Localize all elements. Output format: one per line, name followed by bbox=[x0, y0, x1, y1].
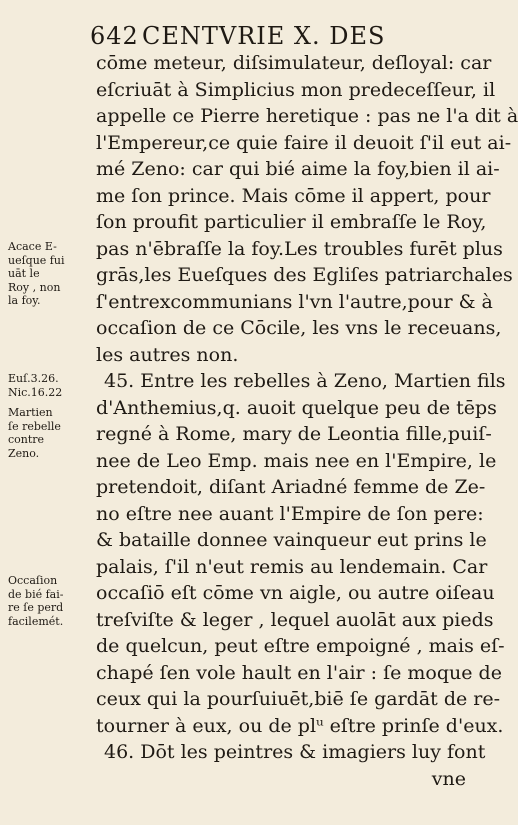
text-line: les autres non. bbox=[96, 343, 239, 366]
margin-note-line: Martien bbox=[8, 406, 53, 419]
text-line: tourner à eux, ou de plᵘ eſtre prinſe d'eux. bbox=[96, 714, 504, 737]
text-line: grās,les Eueſques des Egliſes patriarchales bbox=[96, 264, 513, 286]
text-line: ſon proufit particulier il embraſſe le Roy, bbox=[96, 211, 487, 233]
text-line: pas n'ēbraſſe la foy.Les troubles furēt plus bbox=[96, 237, 503, 260]
text-line: treſviſte & leger , lequel auolāt aux pieds bbox=[96, 608, 494, 631]
paragraph-46-start: 46. Dōt les peintres & imagiers luy font bbox=[104, 741, 486, 763]
margin-note-line: re ſe perd bbox=[8, 601, 64, 614]
margin-note-line: facilemét. bbox=[8, 614, 64, 628]
margin-note-line: Euſ.3.26. bbox=[8, 372, 59, 385]
paragraph-45-start: 45. Entre les rebelles à Zeno, Martien fils bbox=[104, 370, 506, 392]
margin-note-line: uāt le bbox=[8, 267, 40, 280]
margin-note-occasion bbox=[8, 574, 100, 628]
margin-note-line: ſe rebelle bbox=[8, 419, 61, 433]
text-line: de quelcun, peut eſtre empoigné , mais eſ- bbox=[96, 635, 505, 657]
text-line: no eſtre nee auant l'Empire de ſon pere: bbox=[96, 502, 484, 525]
text-line: ceux qui la pourſuiuēt,biē ſe gardāt de re- bbox=[96, 688, 501, 710]
margin-note-line: Roy , non bbox=[8, 280, 61, 294]
text-line: eſcriuāt à Simplicius mon predeceſſeur, il bbox=[96, 78, 496, 101]
margin-note-line: Acace E- bbox=[8, 240, 57, 253]
text-line: me ſon prince. Mais cōme il appert, pour bbox=[96, 184, 491, 207]
text-line: pretendoit, diſant Ariadné femme de Ze- bbox=[96, 476, 486, 498]
text-line: regné à Rome, mary de Leontia fille,puiſ- bbox=[96, 423, 492, 445]
text-line: appelle ce Pierre heretique : pas ne l'a dit à bbox=[96, 105, 518, 127]
margin-note-line: Zeno. bbox=[8, 446, 40, 460]
text-line: mé Zeno: car qui bié aime la foy,bien il ai- bbox=[96, 158, 500, 180]
margin-note-acace bbox=[8, 240, 100, 308]
margin-note-line: Occaſion bbox=[8, 574, 58, 587]
catchword: vne bbox=[431, 767, 466, 790]
page-header bbox=[90, 22, 470, 52]
margin-note-line: contre bbox=[8, 433, 45, 446]
margin-note-reference bbox=[8, 372, 100, 399]
margin-note-line: la foy. bbox=[8, 294, 41, 307]
text-line: occaſion de ce Cōcile, les vns le receuans, bbox=[96, 317, 502, 339]
running-title: CENTVRIE X. DES bbox=[142, 22, 386, 50]
margin-note-line: Nic.16.22 bbox=[8, 385, 63, 399]
text-line: d'Anthemius,q. auoit quelque peu de tēps bbox=[96, 396, 497, 419]
margin-note-martien bbox=[8, 406, 100, 460]
text-line: chapé ſen vole hault en l'air : ſe moque de bbox=[96, 661, 502, 684]
text-line: ſ'entrexcommunians l'vn l'autre,pour & à bbox=[96, 290, 493, 313]
text-line: occaſiō eſt cōme vn aigle, ou autre oiſeau bbox=[96, 582, 495, 604]
page-number: 642 bbox=[90, 22, 139, 50]
text-line: l'Empereur,ce quie faire il deuoit ſ'il eut ai- bbox=[96, 131, 512, 154]
text-line: cōme meteur, diſsimulateur, deſloyal: car bbox=[96, 52, 492, 74]
text-line: palais, ſ'il n'eut remis au lendemain. Car bbox=[96, 555, 488, 578]
margin-note-line: de bié fai- bbox=[8, 587, 64, 601]
text-line: nee de Leo Emp. mais nee en l'Empire, le bbox=[96, 449, 497, 472]
text-line: & bataille donnee vainqueur eut prins le bbox=[96, 529, 487, 551]
margin-note-line: ueſque fui bbox=[8, 253, 65, 267]
body-text bbox=[96, 50, 518, 792]
